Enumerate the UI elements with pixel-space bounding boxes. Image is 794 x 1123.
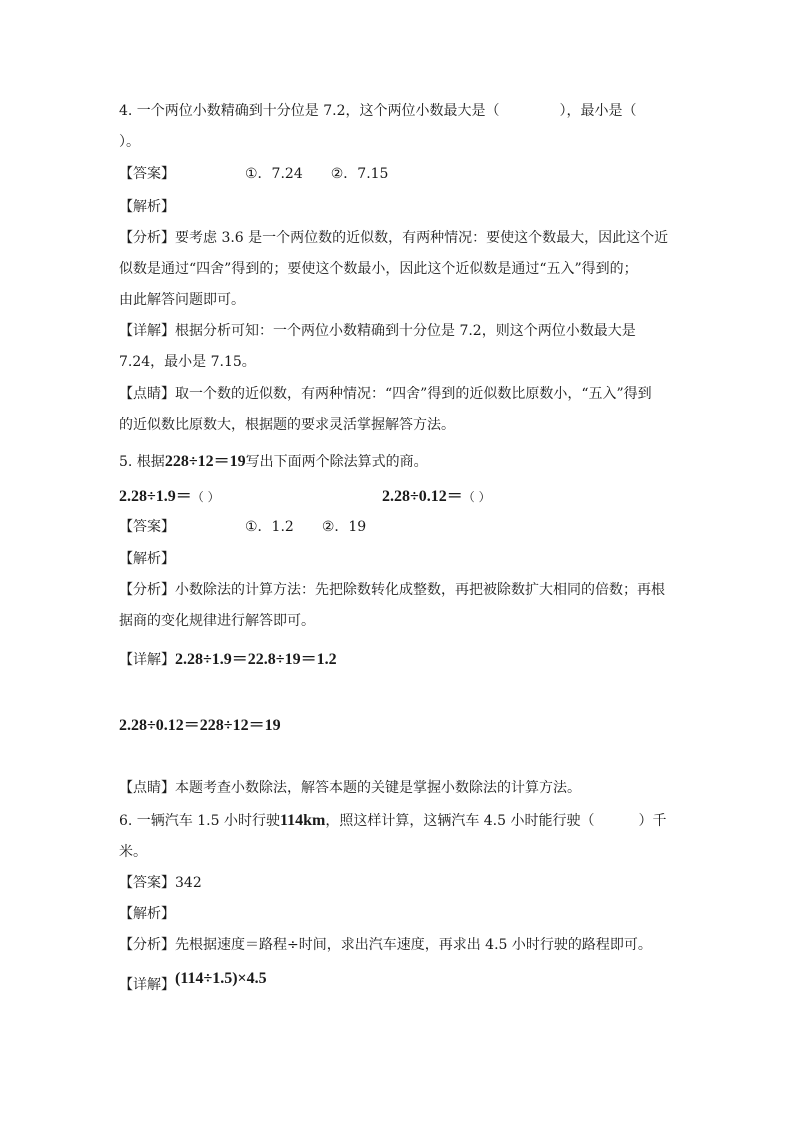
q4-fenxi-line-3: 由此解答问题即可。 xyxy=(119,292,245,308)
q5-calc-2: 2.28÷0.12＝228÷12＝19 xyxy=(119,717,281,734)
q4-dianjing-line-2: 的近似数比原数大，根据题的要求灵活掌握解答方法。 xyxy=(119,417,455,433)
q6-answer: 【答案】342 xyxy=(119,875,202,891)
q5-jiexi-heading: 【解析】 xyxy=(119,551,175,567)
q4-dianjing-line-1: 【点睛】取一个数的近似数，有两种情况：“四舍”得到的近似数比原数小，“五入”得到 xyxy=(119,386,652,402)
q5-prefix: 5. 根据 xyxy=(119,454,165,470)
q6-distance: 114km xyxy=(279,812,326,829)
q5-calc-1: 2.28÷1.9＝22.8÷19＝1.2 xyxy=(175,651,337,668)
q5-fenxi-line-1: 【分析】小数除法的计算方法：先把除数转化成整数，再把被除数扩大相同的倍数；再根 xyxy=(119,582,665,598)
xiangjie-label: 【详解】 xyxy=(119,652,175,668)
q4-question-text-b: ），最小是（ xyxy=(559,103,637,119)
q6-text-b: ，照这样计算，这辆汽车 4.5 小时能行驶（ xyxy=(325,813,595,829)
q5-answer-2: ②．19 xyxy=(321,519,367,535)
q4-jiexi-heading: 【解析】 xyxy=(119,199,175,215)
q5-expr-1: 2.28÷1.9＝ xyxy=(119,488,192,505)
q5-calc-line-2 xyxy=(119,716,281,736)
q5-question-line xyxy=(119,452,428,472)
q4-fenxi-line-1: 【分析】要考虑 3.6 是一个两位数的近似数，有两种情况：要使这个数最大，因此这个近 xyxy=(119,230,669,246)
q5-blank-2: （ ） xyxy=(462,490,491,504)
q4-xiangjie-line-2: 7.24，最小是 7.15。 xyxy=(119,354,256,370)
q4-answer-1: ①．7.24 xyxy=(245,166,303,182)
q5-expression-2 xyxy=(382,487,491,507)
q4-answer xyxy=(119,164,388,184)
q5-expression-1 xyxy=(119,487,220,507)
q5-fenxi-line-2: 据商的变化规律进行解答即可。 xyxy=(119,613,315,629)
q5-expr-2: 2.28÷0.12＝ xyxy=(382,488,463,505)
q4-fenxi-line-2: 似数是通过“四舍”得到的；要使这个数最小，因此这个近似数是通过“五入”得到的； xyxy=(119,261,638,277)
xiangjie-label: 【详解】 xyxy=(119,977,175,993)
q5-answer-1: ①．1.2 xyxy=(245,519,294,535)
q4-xiangjie-line-1: 【详解】根据分析可知：一个两位小数精确到十分位是 7.2，则这个两位小数最大是 xyxy=(119,323,636,339)
q4-question-line-1 xyxy=(119,101,637,121)
q6-calc: (114÷1.5)×4.5 xyxy=(175,970,267,987)
q5-formula: 228÷12＝19 xyxy=(164,453,246,470)
q6-text-c: ）千 xyxy=(638,813,667,829)
q4-question-line-2: ）。 xyxy=(119,134,140,150)
q6-fenxi: 【分析】先根据速度＝路程÷时间，求出汽车速度，再求出 4.5 小时行驶的路程即可。 xyxy=(119,937,652,953)
q6-question-line-1 xyxy=(119,811,667,831)
answer-label: 【答案】 xyxy=(119,166,175,182)
q6-xiangjie xyxy=(119,970,267,995)
q5-answer xyxy=(119,517,366,537)
q6-question-line-2: 米。 xyxy=(119,844,147,860)
q5-blank-1: （ ） xyxy=(191,490,220,504)
answer-label: 【答案】 xyxy=(119,519,175,535)
q6-jiexi-heading: 【解析】 xyxy=(119,906,175,922)
q5-suffix: 写出下面两个除法算式的商。 xyxy=(245,454,428,470)
q5-dianjing: 【点睛】本题考查小数除法，解答本题的关键是掌握小数除法的计算方法。 xyxy=(119,780,581,796)
q4-answer-2: ②．7.15 xyxy=(330,166,389,182)
q6-text-a: 6. 一辆汽车 1.5 小时行驶 xyxy=(119,813,280,829)
q4-question-text-a: 4. 一个两位小数精确到十分位是 7.2，这个两位小数最大是（ xyxy=(119,103,500,119)
q5-xiangjie xyxy=(119,650,337,670)
